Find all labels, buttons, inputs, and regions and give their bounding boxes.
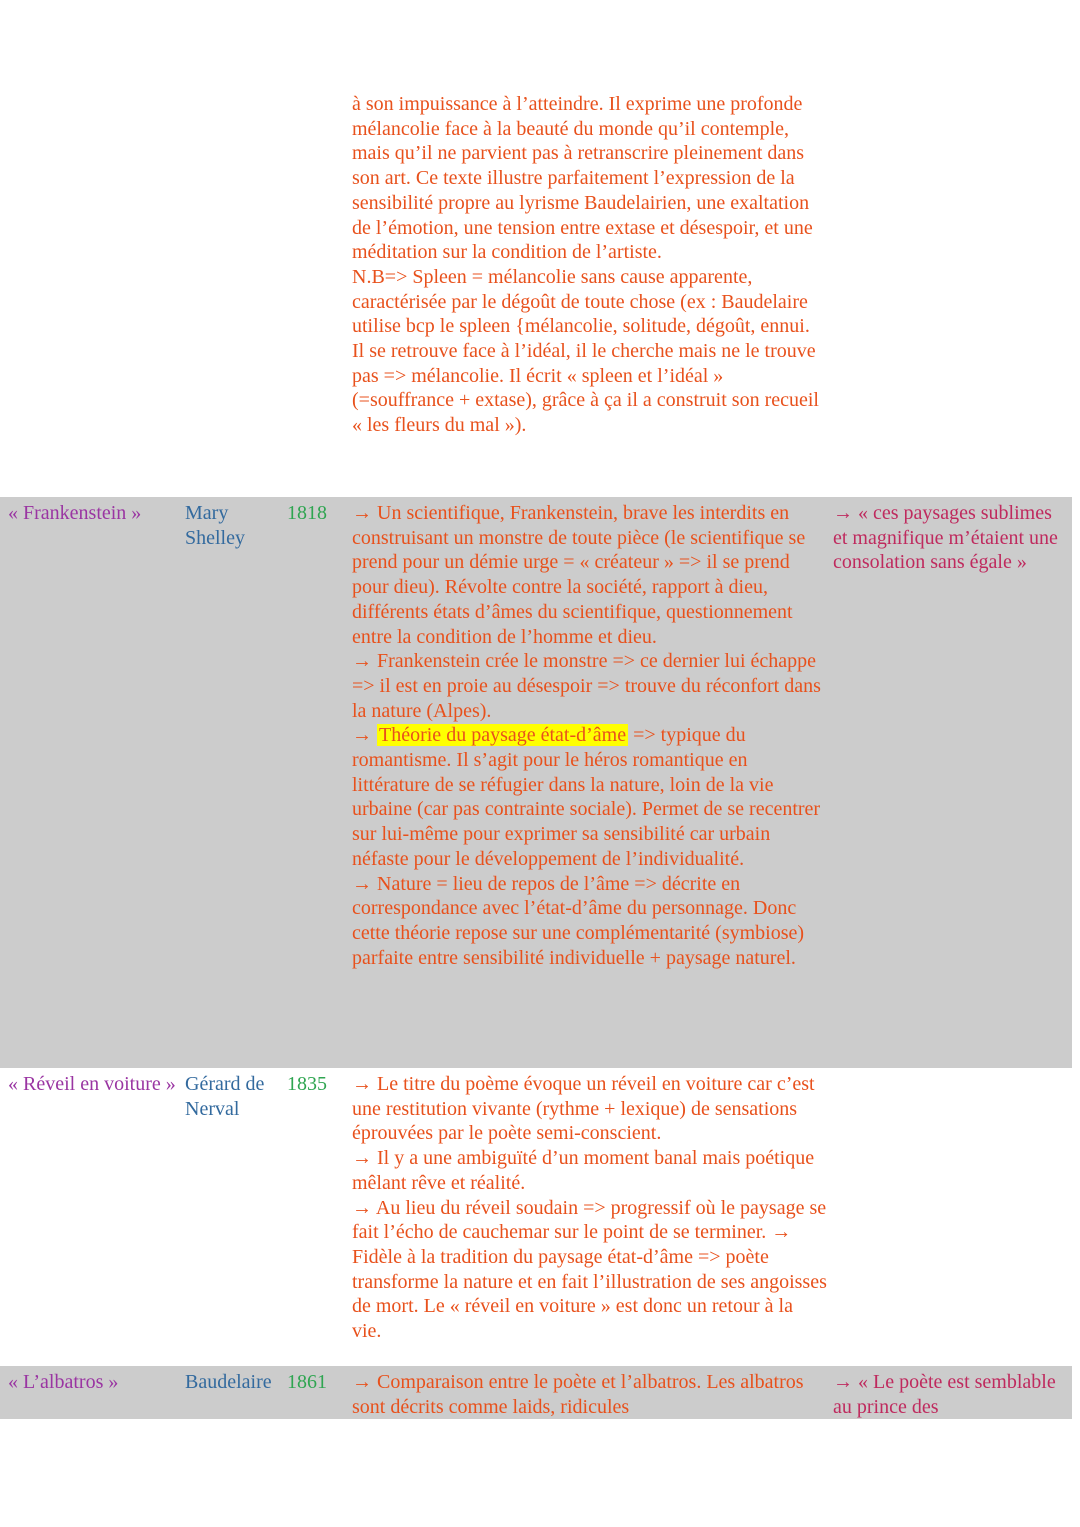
- analysis-cell: [350, 497, 833, 1068]
- year-value: 1835: [287, 1073, 327, 1095]
- analysis-paragraph: → Comparaison entre le poète et l’albatros. Les albatros sont décrits comme laids, ridicules: [352, 1371, 804, 1418]
- table-row-albatros: [0, 1366, 1072, 1419]
- analysis-paragraph: N.B=> Spleen = mélancolie sans cause apparente, caractérisée par le dégoût de toute chose (ex : Baudelaire utilise bcp le spleen {mélancolie, solitude, dégoût, ennui. Il se retrouve face à l’idéal, il le cherche mais ne le trouve pas => mélancolie. Il écrit « spleen et l’idéal » (=souffrance + extase), grâce à ça il a construit son recueil « les fleurs du mal »).: [352, 265, 819, 437]
- author-cell: [185, 0, 287, 497]
- analysis-cell: [350, 1366, 833, 1419]
- year-cell: [287, 1068, 350, 1366]
- work-title: « L’albatros »: [8, 1371, 119, 1393]
- analysis-paragraph: → Un scientifique, Frankenstein, brave les interdits en construisant un monstre de toute pièce (le scientifique se prend pour un démie urge = « créateur » => il se prend pour dieu). Révolte contre la société, rapport à dieu, différents états d’âmes du scientifique, questionnement entre la condition de l’homme et dieu.: [352, 502, 806, 648]
- analysis-paragraph: → Nature = lieu de repos de l’âme => décrite en correspondance avec l’état-d’âme du personnage. Donc cette théorie repose sur une complémentarité (symbiose) parfaite entre sensibilité individuelle + paysage naturel.: [352, 872, 805, 969]
- author-name: Mary Shelley: [185, 502, 245, 549]
- table-row-frankenstein: [0, 497, 1072, 1068]
- year-cell: [287, 497, 350, 1068]
- year-value: 1818: [287, 502, 327, 524]
- work-title-cell: [0, 497, 185, 1068]
- work-title: « Réveil en voiture »: [8, 1073, 176, 1095]
- highlighted-text: Théorie du paysage état-d’âme: [379, 724, 627, 747]
- analysis-cell: [350, 0, 833, 497]
- table-row-continuation: [0, 0, 1072, 497]
- analysis-paragraph: → Au lieu du réveil soudain => progressif où le paysage se fait l’écho de cauchemar sur le point de se terminer. → Fidèle à la tradition du paysage état-d’âme => poète transforme la nature et en fait l’illustration de ses angoisses de mort. Le « réveil en voiture » est donc un retour à la vie.: [352, 1196, 827, 1343]
- author-cell: [185, 1366, 287, 1419]
- analysis-paragraph: → Il y a une ambiguïté d’un moment banal mais poétique mêlant rêve et réalité.: [352, 1147, 815, 1194]
- author-cell: [185, 1068, 287, 1366]
- analysis-paragraph: → Le titre du poème évoque un réveil en voiture car c’est une restitution vivante (rythme + lexique) de sensations éprouvées par le poète semi-conscient.: [352, 1073, 815, 1145]
- quote-cell: [833, 1068, 1072, 1366]
- author-cell: [185, 497, 287, 1068]
- year-cell: [287, 0, 350, 497]
- quote-text: → « Le poète est semblable au prince des: [833, 1371, 1056, 1418]
- work-title-cell: [0, 1068, 185, 1366]
- analysis-text: →: [352, 724, 377, 747]
- analysis-cell: [350, 1068, 833, 1366]
- quote-cell: [833, 497, 1072, 1068]
- author-name: Gérard de Nerval: [185, 1073, 265, 1120]
- work-title-cell: [0, 1366, 185, 1419]
- analysis-text: => typique du romantisme. Il s’agit pour le héros romantique en littérature de se réfugier dans la nature, loin de la vie urbaine (car pas contrainte sociale). Permet de se recentrer sur lui-même pour exprimer sa sensibilité car urbain néfaste pour le développement de l’individualité.: [352, 724, 821, 870]
- table-row-reveil-en-voiture: [0, 1068, 1072, 1366]
- quote-cell: [833, 0, 1072, 497]
- author-name: Baudelaire: [185, 1371, 272, 1393]
- quote-cell: [833, 1366, 1072, 1419]
- work-title-cell: [0, 0, 185, 497]
- analysis-paragraph: → Frankenstein crée le monstre => ce dernier lui échappe => il est en proie au désespoir => trouve du réconfort dans la nature (Alpes).: [352, 650, 821, 722]
- analysis-paragraph: [352, 723, 827, 871]
- analysis-paragraph: à son impuissance à l’atteindre. Il exprime une profonde mélancolie face à la beauté du monde qu’il contemple, mais qu’il ne parvient pas à retranscrire pleinement dans son art. Ce texte illustre parfaitement l’expression de la sensibilité propre au lyrisme Baudelairien, une exaltation de l’émotion, une tension entre extase et désespoir, et une méditation sur la condition de l’artiste.: [352, 93, 813, 264]
- year-cell: [287, 1366, 350, 1419]
- year-value: 1861: [287, 1371, 327, 1393]
- quote-text: → « ces paysages sublimes et magnifique m’étaient une consolation sans égale »: [833, 502, 1058, 574]
- work-title: « Frankenstein »: [8, 502, 142, 524]
